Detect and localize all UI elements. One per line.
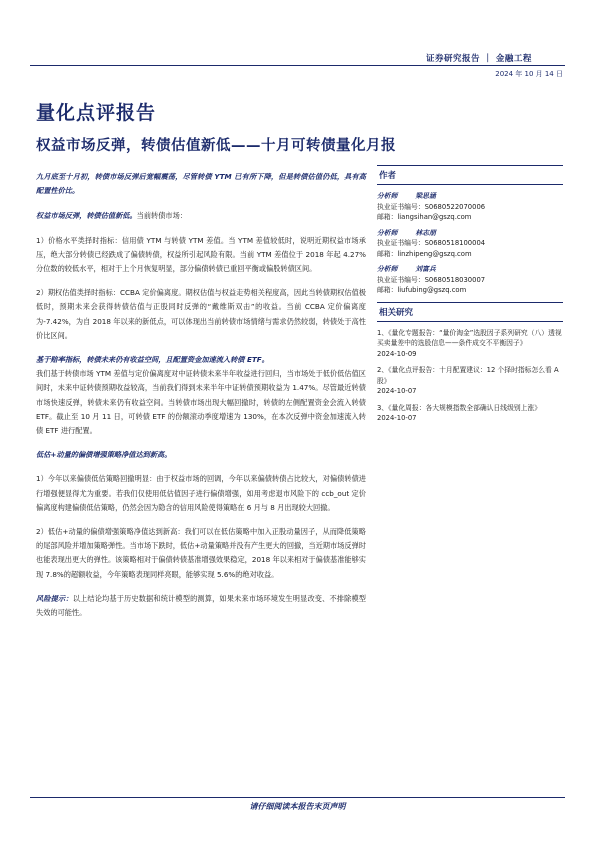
related-item-title[interactable]: 3、《量化周报：各大规模指数全部确认日线级别上涨》 xyxy=(377,403,542,412)
analyst-name: 刘富兵 xyxy=(415,265,436,273)
analyst-email[interactable]: 邮箱：liufubing@gszq.com xyxy=(377,286,467,294)
header-rule xyxy=(30,65,565,66)
main-content xyxy=(36,170,366,620)
analyst-cert: 执业证书编号：S0680522070006 xyxy=(377,202,486,211)
authors-heading: 作者 xyxy=(377,165,563,185)
risk-warning xyxy=(36,592,366,620)
footer-rule xyxy=(30,797,565,798)
analyst-card xyxy=(377,264,563,296)
section-1-point-2: 2）期权估值类择时指标：CCBA 定价偏离度。期权估值与权益走势相关程度高，因此当转债期权估值极低时，预期未来会获得转债估值与正股同时反弹的“戴维斯双击”的收益。当前 CCBA 定价偏离度为-7.42%，为自 2018 年以来的新低点，可以体现出当前转债市场情绪与需求仍然较弱，转债处于高性价比区间。 xyxy=(36,288,366,340)
section-1-lead xyxy=(36,209,366,223)
analyst-name-line xyxy=(377,264,563,275)
related-item-title[interactable]: 2、《量化点评报告：十月配置建议：12 个择时指标怎么看 A 股》 xyxy=(377,366,559,385)
related-research-heading: 相关研究 xyxy=(377,302,563,322)
report-type: 证券研究报告 ｜ 金融工程 xyxy=(426,54,532,64)
analyst-role: 分析师 xyxy=(377,265,398,273)
summary: 九月底至十月初，转债市场反弹后宽幅震荡，尽管转债 YTM 已有所下降，但是转债估值仍低，具有高配置性价比。 xyxy=(36,172,366,196)
analyst-role: 分析师 xyxy=(377,228,398,237)
report-subtitle: 权益市场反弹，转债估值新低——十月可转债量化月报 xyxy=(36,138,396,154)
analyst-card xyxy=(377,228,563,260)
sidebar xyxy=(377,165,563,430)
related-item-title[interactable]: 1、《量化专题报告：“量价淘金”选股因子系列研究（八）透视买卖量差中的选股信息——条件成交不平衡因子》 xyxy=(377,328,562,347)
analyst-name: 梁思涵 xyxy=(415,192,436,200)
section-2-body: 我们基于转债市场 YTM 差值与定价偏离度对中证转债未来半年收益进行回归，当市场处于低价低估值区间时，未来中证转债预期收益较高，当前我们得到未来半年中证转债预期收益为 1.47%。尽管最近转债市场快速反弹，转债未来仍有收益空间。当转债市场出现大幅回撤时，转债的左侧配置资金会流入转债 ETF。截止至 10 月 11 日，可转债 ETF 的份额滚动季度增速为 130%，在本次反弹中资金加速流入转债 ETF 进行配置。 xyxy=(36,369,366,436)
section-1-point-1: 1）价格水平类择时指标：信用债 YTM 与转债 YTM 差值。当 YTM 差值较低时，说明近期权益市场承压，绝大部分转债已经跌成了偏债转债，权益所引起风险有限。当前 YTM 差值位于 2018 年起 4.27%分位数的较低水平，相对于上个月恢复明显，部分偏债转债已重回平衡或偏股转债区间。 xyxy=(36,235,366,274)
section-3-point-1: 1）今年以来偏债低估策略回撤明显：由于权益市场的回调，今年以来偏债转债占比较大，对偏债转债进行增强便显得尤为重要。若我们仅使用低估值因子进行偏债增强，如用考虑退市风险下的 ccb_out 定价偏离度构建偏债低估策略，仍然会因为隐含的信用风险使得策略在 6 月与 8 月出现较大回撤。 xyxy=(36,474,366,512)
related-item-date: 2024-10-09 xyxy=(377,349,417,358)
report-date: 2024 年 10 月 14 日 xyxy=(495,70,563,78)
analyst-name: 林志朋 xyxy=(415,228,436,237)
analyst-email[interactable]: 邮箱：liangsihan@gszq.com xyxy=(377,213,472,221)
related-item-date: 2024-10-07 xyxy=(377,414,417,422)
related-item[interactable] xyxy=(377,365,563,397)
related-item[interactable] xyxy=(377,403,563,424)
analyst-email[interactable]: 邮箱：linzhipeng@gszq.com xyxy=(377,249,472,258)
section-2-heading: 基于赔率指标，转债未来仍有收益空间，且配置资金加速流入转债 ETF。 xyxy=(36,355,269,365)
section-1-lead-text: 当前转债市场： xyxy=(136,211,187,221)
analyst-name-line xyxy=(377,228,563,239)
analyst-cert: 执业证书编号：S0680518100004 xyxy=(377,239,486,247)
risk-body: 以上结论均基于历史数据和统计模型的测算，如果未来市场环境发生明显改变、不排除模型失效的可能性。 xyxy=(36,593,366,618)
related-item[interactable] xyxy=(377,328,563,360)
analyst-cert: 执业证书编号：S0680518030007 xyxy=(377,275,486,284)
analyst-card xyxy=(377,191,563,223)
section-1-heading: 权益市场反弹，转债估值新低。 xyxy=(36,211,137,221)
related-item-date: 2024-10-07 xyxy=(377,387,417,395)
footer-disclaimer: 请仔细阅读本报告末页声明 xyxy=(249,802,346,811)
analyst-name-line xyxy=(377,191,563,202)
risk-heading: 风险提示： xyxy=(36,593,73,603)
section-3-heading: 低估+动量的偏债增强策略净值达到新高。 xyxy=(36,450,172,460)
report-title: 量化点评报告 xyxy=(36,102,157,124)
section-3-point-2: 2）低估+动量的偏债增强策略净值达到新高：我们可以在低估策略中加入正股动量因子，从而降低策略的尾部风险并增加策略弹性。当市场下跌时，低估+动量策略并没有产生更大的回撤，当近期市场反弹时也能表现出更大的弹性。该策略相对于偏债转债基准增强效果稳定，2018 年以来相对于偏债基准能够实现 7.8%的超额收益，今年策略表现同样亮眼，能够实现 5.6%的绝对收益。 xyxy=(36,527,366,579)
analyst-role: 分析师 xyxy=(377,192,398,200)
